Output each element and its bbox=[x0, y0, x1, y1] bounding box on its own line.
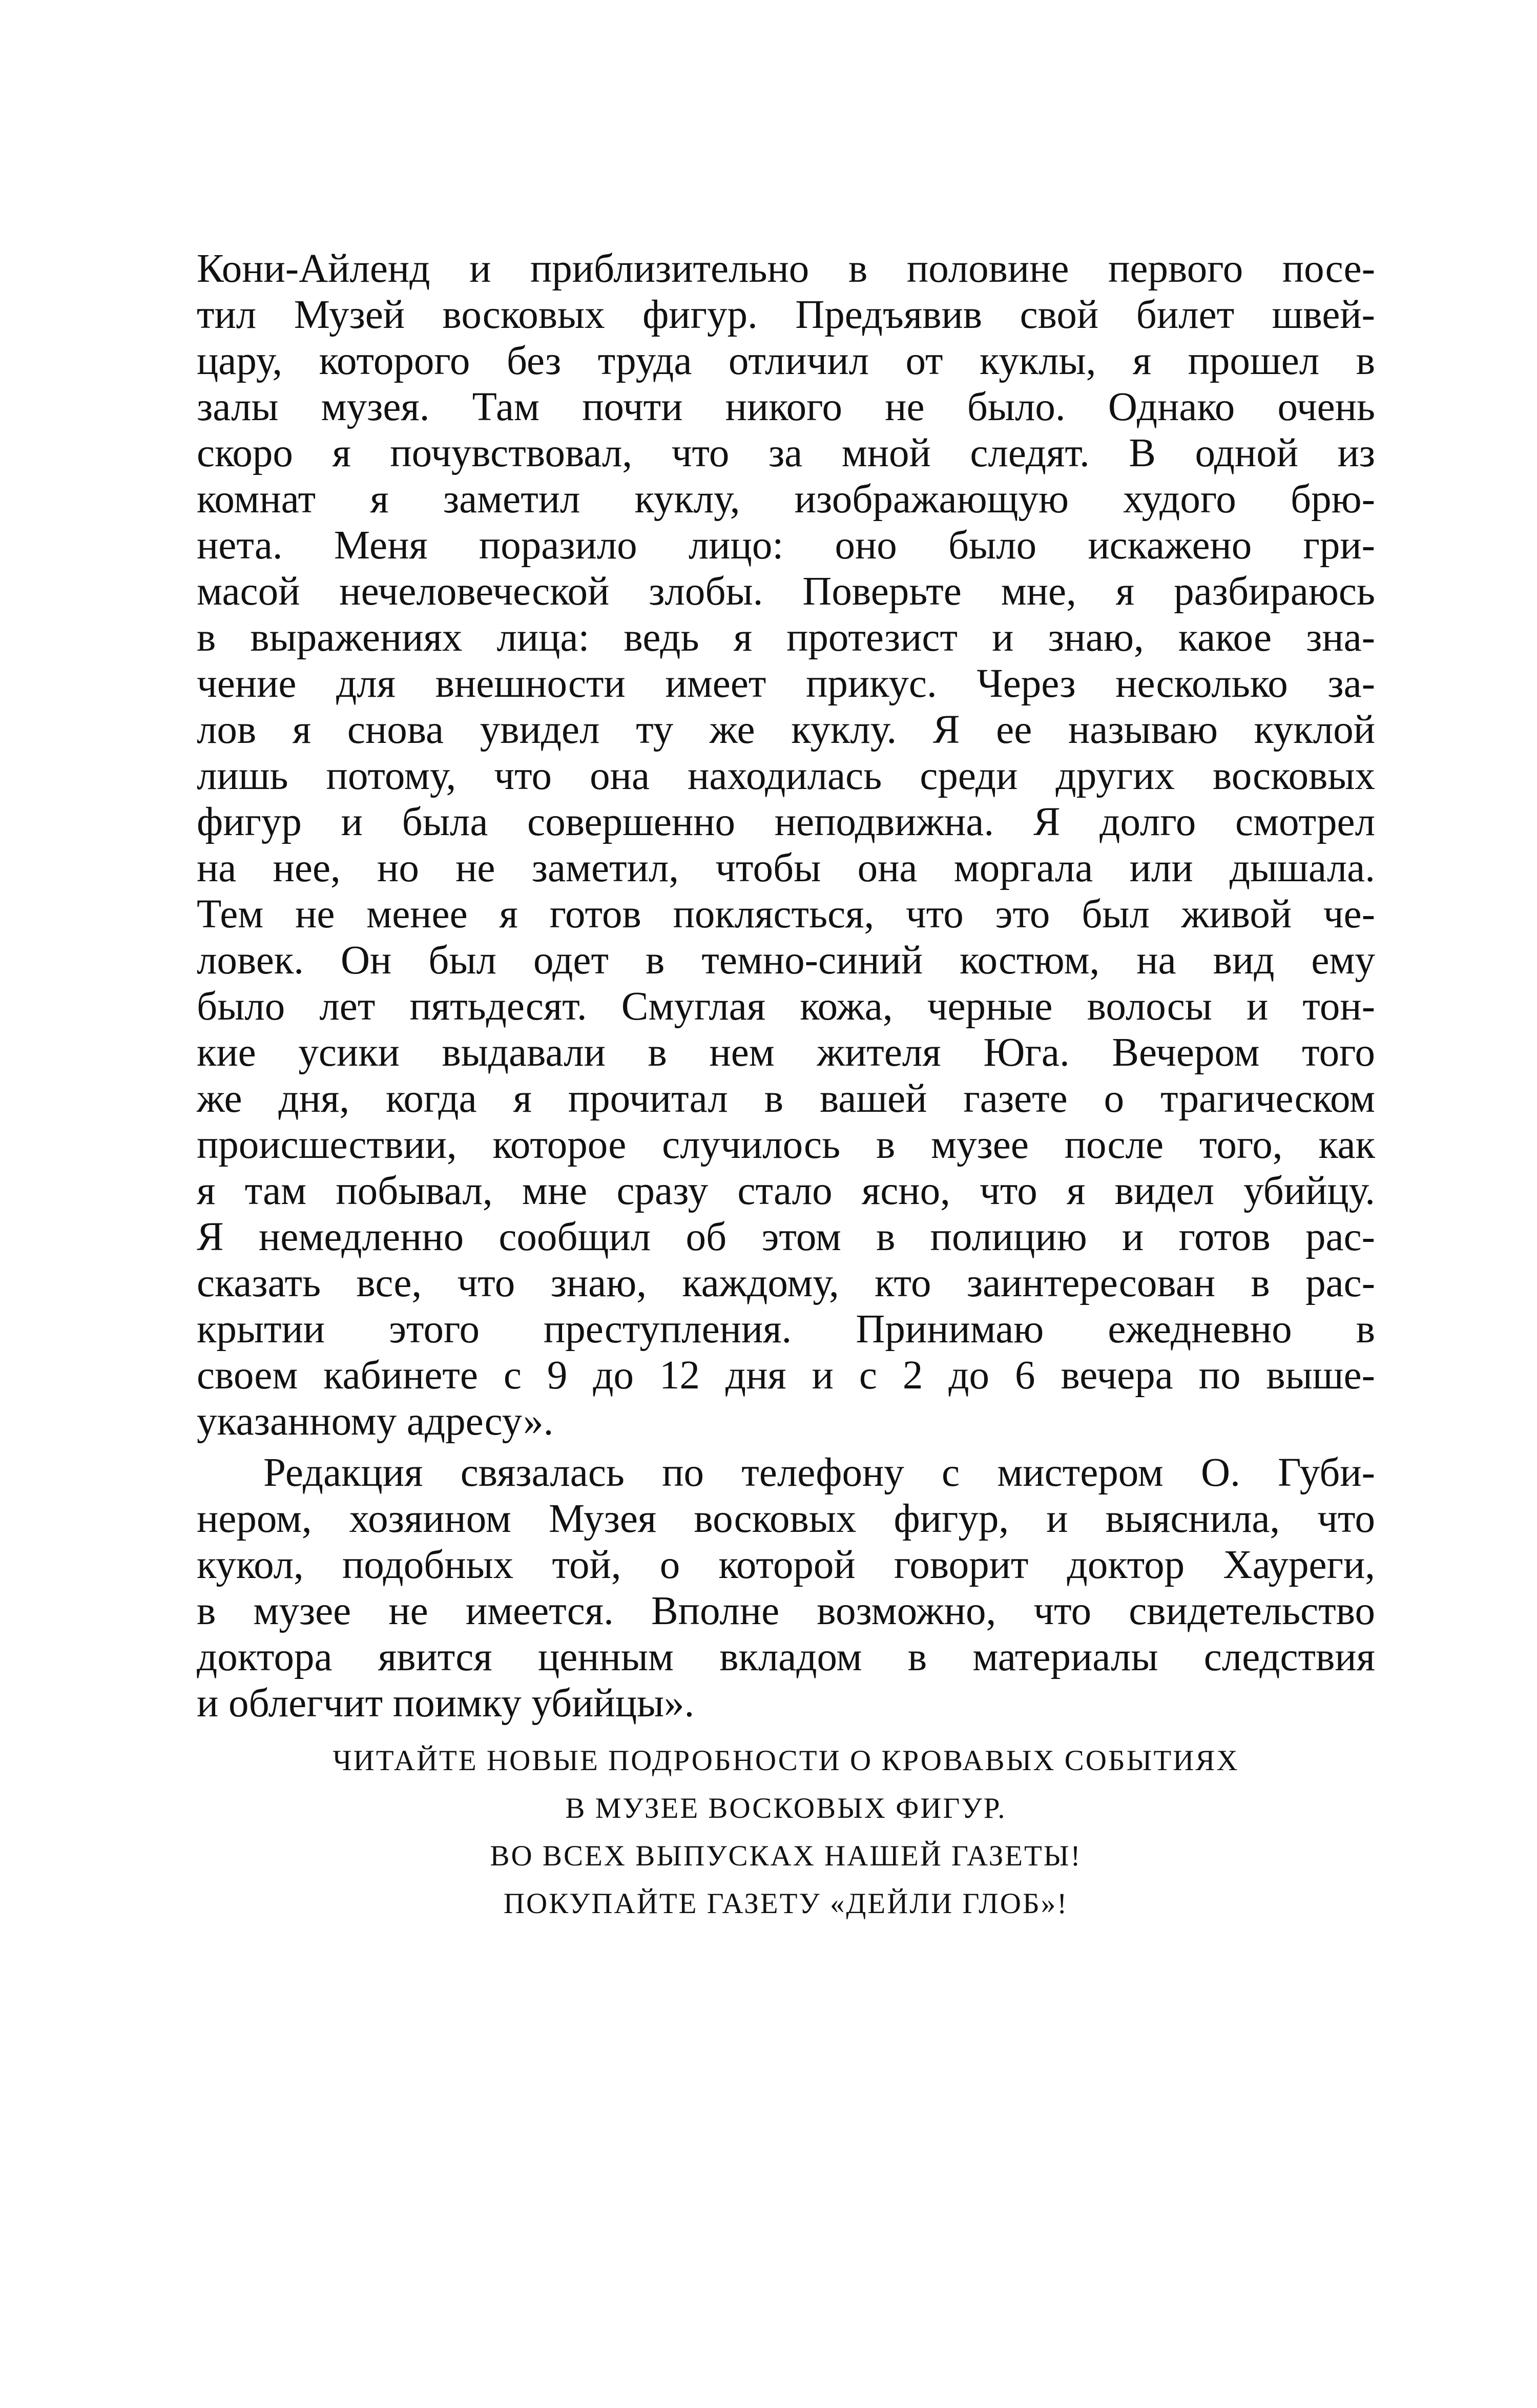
text-line: цару, которого без труда отличил от куклы, я прошел в bbox=[197, 339, 1375, 383]
text-line: в выражениях лица: ведь я протезист и знаю, какое зна- bbox=[197, 615, 1375, 660]
text-line: фигур и была совершенно неподвижна. Я долго смотрел bbox=[197, 800, 1375, 844]
announcement-line: В МУЗЕЕ ВОСКОВЫХ ФИГУР. bbox=[565, 1792, 1007, 1824]
text-line: я там побывал, мне сразу стало ясно, что я видел убийцу. bbox=[197, 1169, 1375, 1213]
text-line: Редакция связалась по телефону с мистером О. Губи- bbox=[263, 1450, 1375, 1495]
announcement-line: ЧИТАЙТЕ НОВЫЕ ПОДРОБНОСТИ О КРОВАВЫХ СОБЫТИЯХ bbox=[333, 1745, 1239, 1777]
announcement-line: ПОКУПАЙТЕ ГАЗЕТУ «ДЕЙЛИ ГЛОБ»! bbox=[503, 1887, 1069, 1920]
paragraph-2 bbox=[197, 1450, 1375, 1727]
text-line: Тем не менее я готов поклясться, что это был живой че- bbox=[197, 892, 1375, 937]
text-line: ловек. Он был одет в темно-синий костюм, на вид ему bbox=[197, 938, 1375, 983]
text-line: указанному адресу». bbox=[197, 1399, 554, 1444]
text-line: лишь потому, что она находилась среди других восковых bbox=[197, 754, 1375, 798]
text-line: скоро я почувствовал, что за мной следят. В одной из bbox=[197, 431, 1375, 475]
text-line: и облегчит поимку убийцы». bbox=[197, 1681, 695, 1726]
text-line: нером, хозяином Музея восковых фигур, и выяснила, что bbox=[197, 1497, 1375, 1541]
text-line: Кони-Айленд и приблизительно в половине первого посе- bbox=[197, 246, 1375, 291]
text-line: же дня, когда я прочитал в вашей газете о трагическом bbox=[197, 1076, 1375, 1121]
newspaper-announcement bbox=[197, 1737, 1375, 1927]
text-line: доктора явится ценным вкладом в материалы следствия bbox=[197, 1635, 1375, 1679]
body-text bbox=[197, 246, 1375, 1727]
text-line: сказать все, что знаю, каждому, кто заинтересован в рас- bbox=[197, 1261, 1375, 1305]
text-line: Я немедленно сообщил об этом в полицию и готов рас- bbox=[197, 1215, 1375, 1259]
text-line: комнат я заметил куклу, изображающую худого брю- bbox=[197, 477, 1375, 522]
text-line: кие усики выдавали в нем жителя Юга. Вечером того bbox=[197, 1030, 1375, 1075]
text-line: кукол, подобных той, о которой говорит доктор Хауреги, bbox=[197, 1543, 1375, 1587]
paragraph-gap bbox=[197, 1445, 1375, 1450]
text-line: нета. Меня поразило лицо: оно было искажено гри- bbox=[197, 523, 1375, 568]
text-line: лов я снова увидел ту же куклу. Я ее называю куклой bbox=[197, 708, 1375, 752]
text-line: тил Музей восковых фигур. Предъявив свой билет швей- bbox=[197, 293, 1375, 337]
text-line: в музее не имеется. Вполне возможно, что свидетельство bbox=[197, 1589, 1375, 1633]
announcement-line: ВО ВСЕХ ВЫПУСКАХ НАШЕЙ ГАЗЕТЫ! bbox=[490, 1840, 1082, 1872]
text-line: масой нечеловеческой злобы. Поверьте мне, я разбираюсь bbox=[197, 569, 1375, 614]
text-line: на нее, но не заметил, чтобы она моргала или дышала. bbox=[197, 846, 1375, 890]
text-line: чение для внешности имеет прикус. Через несколько за- bbox=[197, 661, 1375, 706]
text-line: было лет пятьдесят. Смуглая кожа, черные волосы и тон- bbox=[197, 984, 1375, 1029]
paragraph-1 bbox=[197, 246, 1375, 1445]
text-line: залы музея. Там почти никого не было. Однако очень bbox=[197, 385, 1375, 429]
text-line: своем кабинете с 9 до 12 дня и с 2 до 6 вечера по выше- bbox=[197, 1353, 1375, 1398]
text-line: крытии этого преступления. Принимаю ежедневно в bbox=[197, 1307, 1375, 1352]
text-line: происшествии, которое случилось в музее после того, как bbox=[197, 1123, 1375, 1167]
